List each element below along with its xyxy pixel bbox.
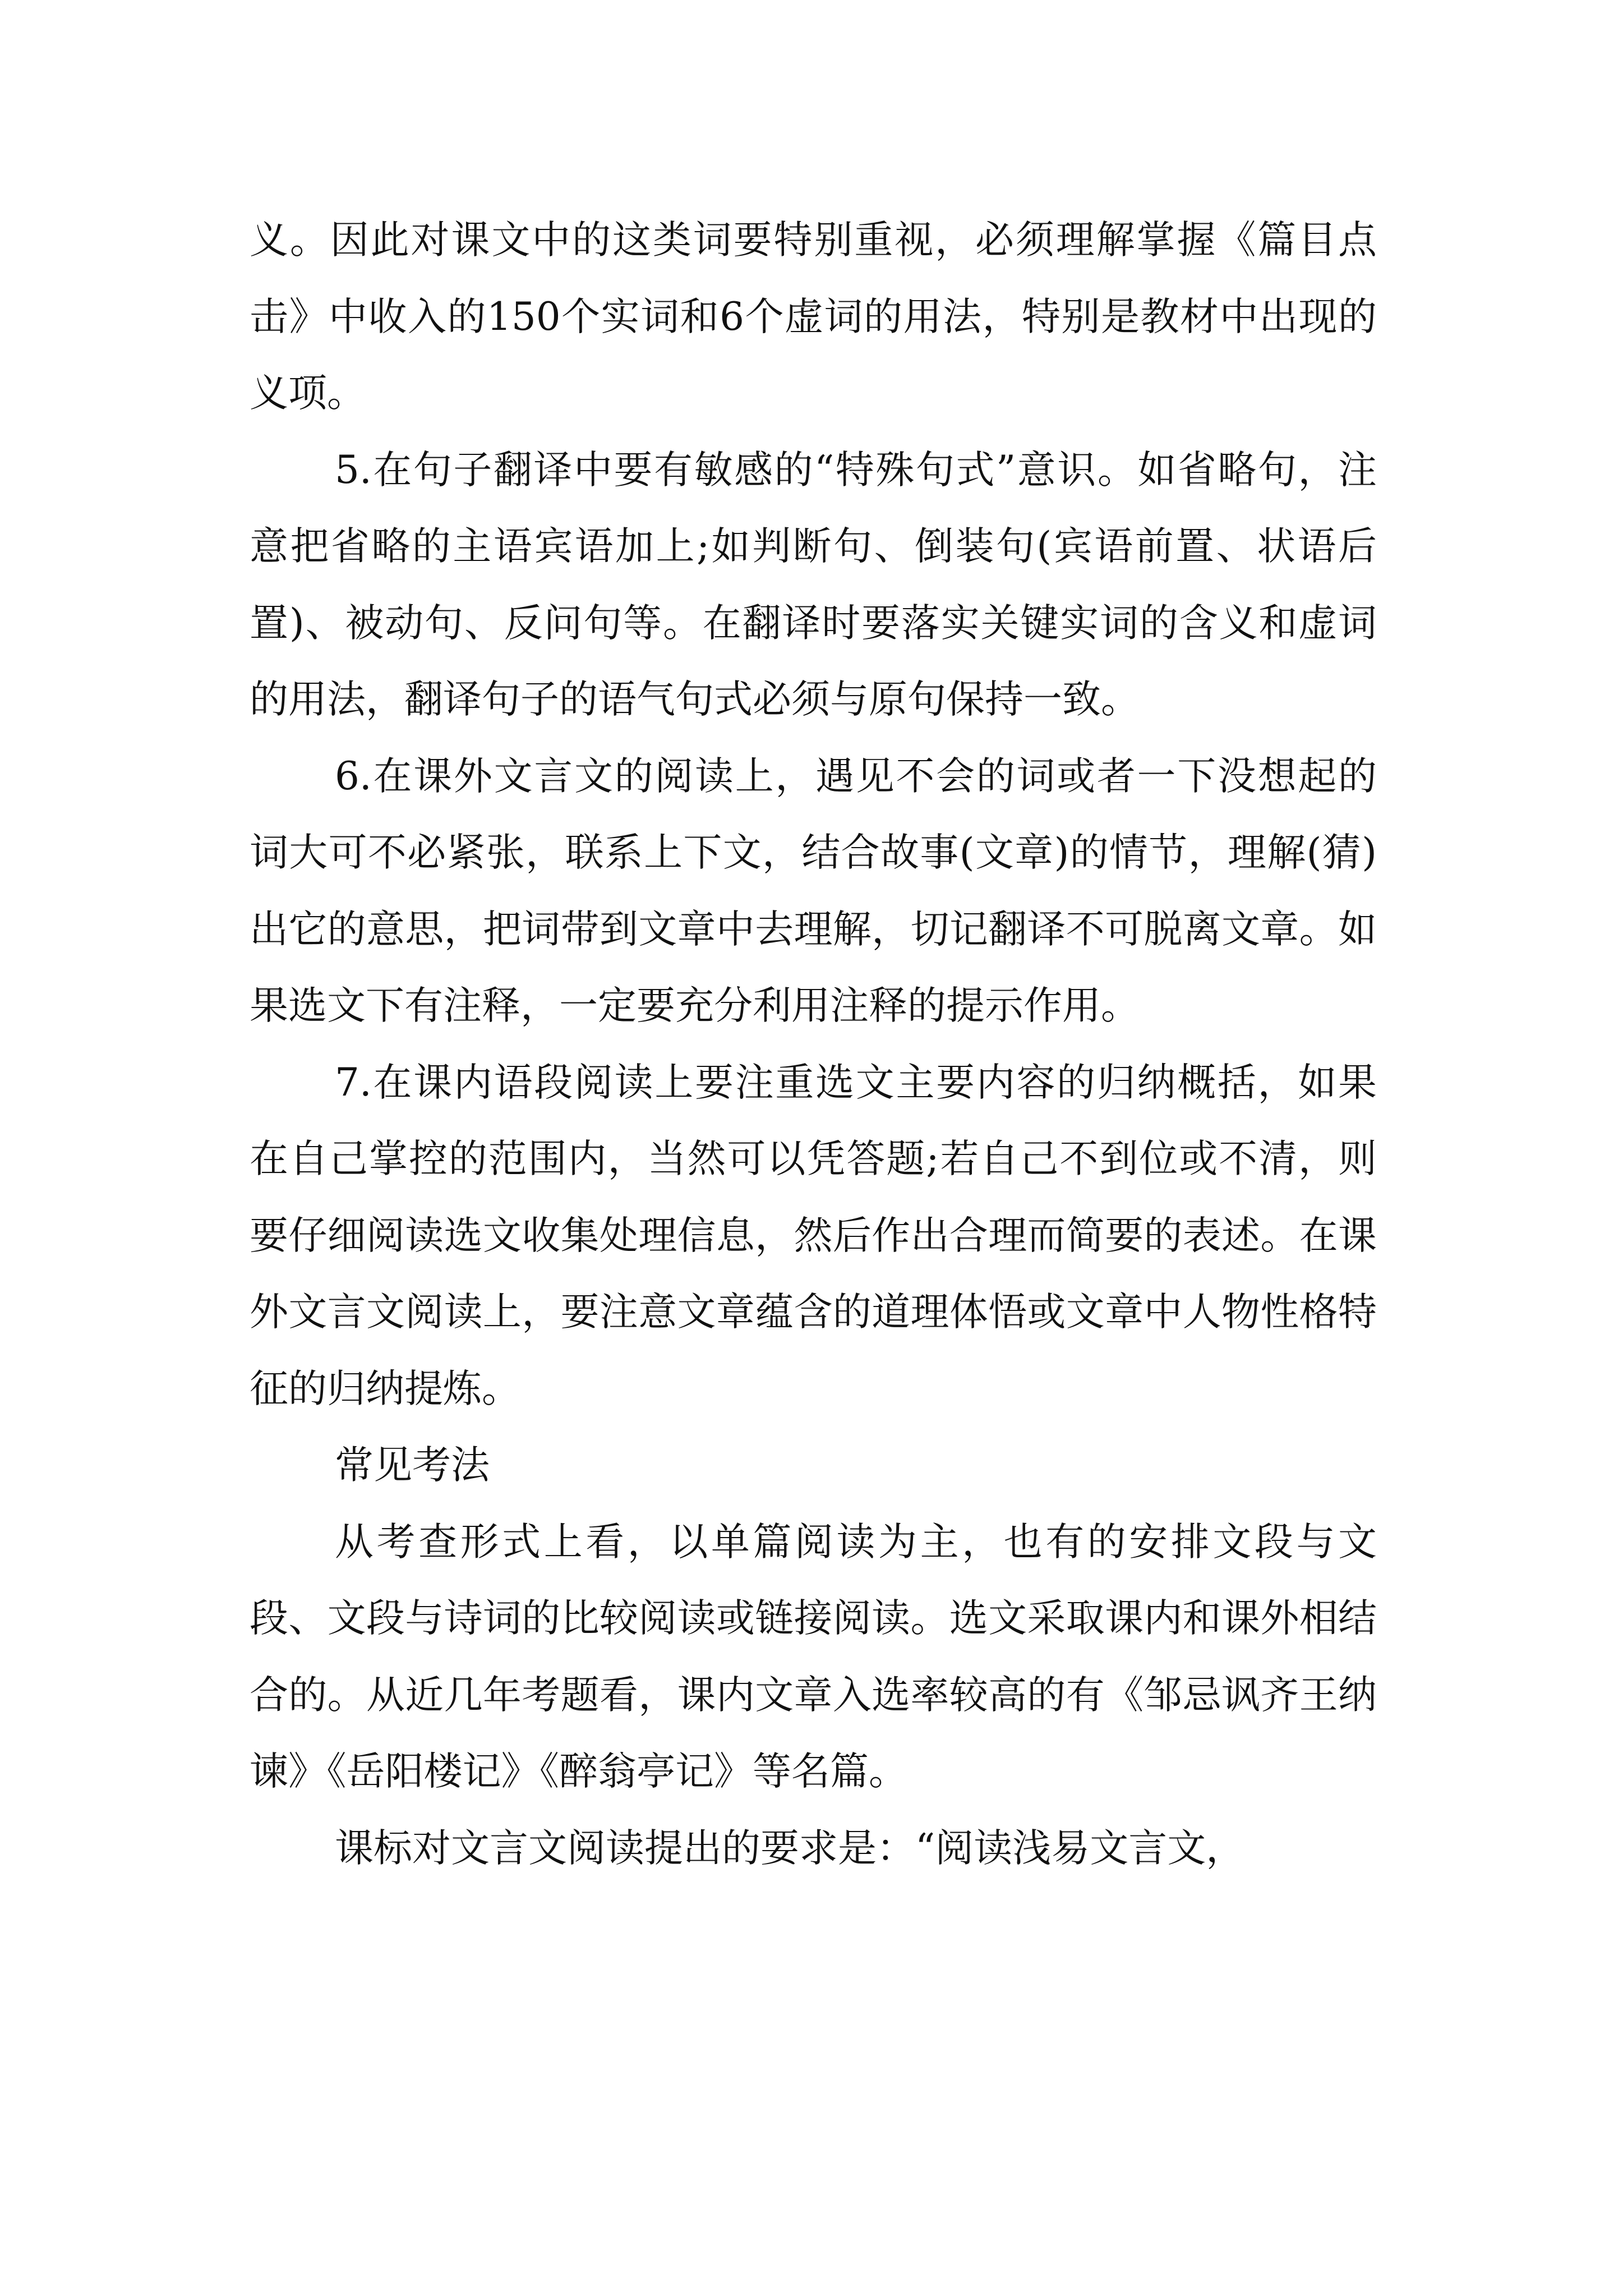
paragraph-item-7: 7.在课内语段阅读上要注重选文主要内容的归纳概括，如果在自己掌控的范围内，当然可以凭答题;若自己不到位或不清，则要仔细阅读选文收集处理信息，然后作出合理而简要的表述。在课外文言文阅读上，要注意文章蕴含的道理体悟或文章中人物性格特征的归纳提炼。	[250, 1060, 1377, 1411]
paragraph-item-5: 5.在句子翻译中要有敏感的“特殊句式”意识。如省略句，注意把省略的主语宾语加上;如判断句、倒装句(宾语前置、状语后置)、被动句、反问句等。在翻译时要落实关键实词的含义和虚词的用法，翻译句子的语气句式必须与原句保持一致。	[250, 447, 1377, 722]
paragraph-continuation: 义。因此对课文中的这类词要特别重视，必须理解掌握《篇目点击》中收入的150个实词和6个虚词的用法，特别是教材中出现的义项。	[250, 218, 1377, 416]
paragraph-curriculum: 课标对文言文阅读提出的要求是：“阅读浅易文言文，	[335, 1825, 1245, 1871]
document-body	[250, 202, 1377, 1887]
section-heading: 常见考法	[335, 1443, 490, 1488]
paragraph-exam-format: 从考查形式上看，以单篇阅读为主，也有的安排文段与文段、文段与诗词的比较阅读或链接阅读。选文采取课内和课外相结合的。从近几年考题看，课内文章入选率较高的有《邹忌讽齐王纳谏》《岳阳楼记》《醉翁亭记》等名篇。	[250, 1519, 1377, 1794]
paragraph-item-6: 6.在课外文言文的阅读上，遇见不会的词或者一下没想起的词大可不必紧张，联系上下文，结合故事(文章)的情节，理解(猜)出它的意思，把词带到文章中去理解，切记翻译不可脱离文章。如果选文下有注释，一定要充分利用注释的提示作用。	[250, 753, 1377, 1028]
